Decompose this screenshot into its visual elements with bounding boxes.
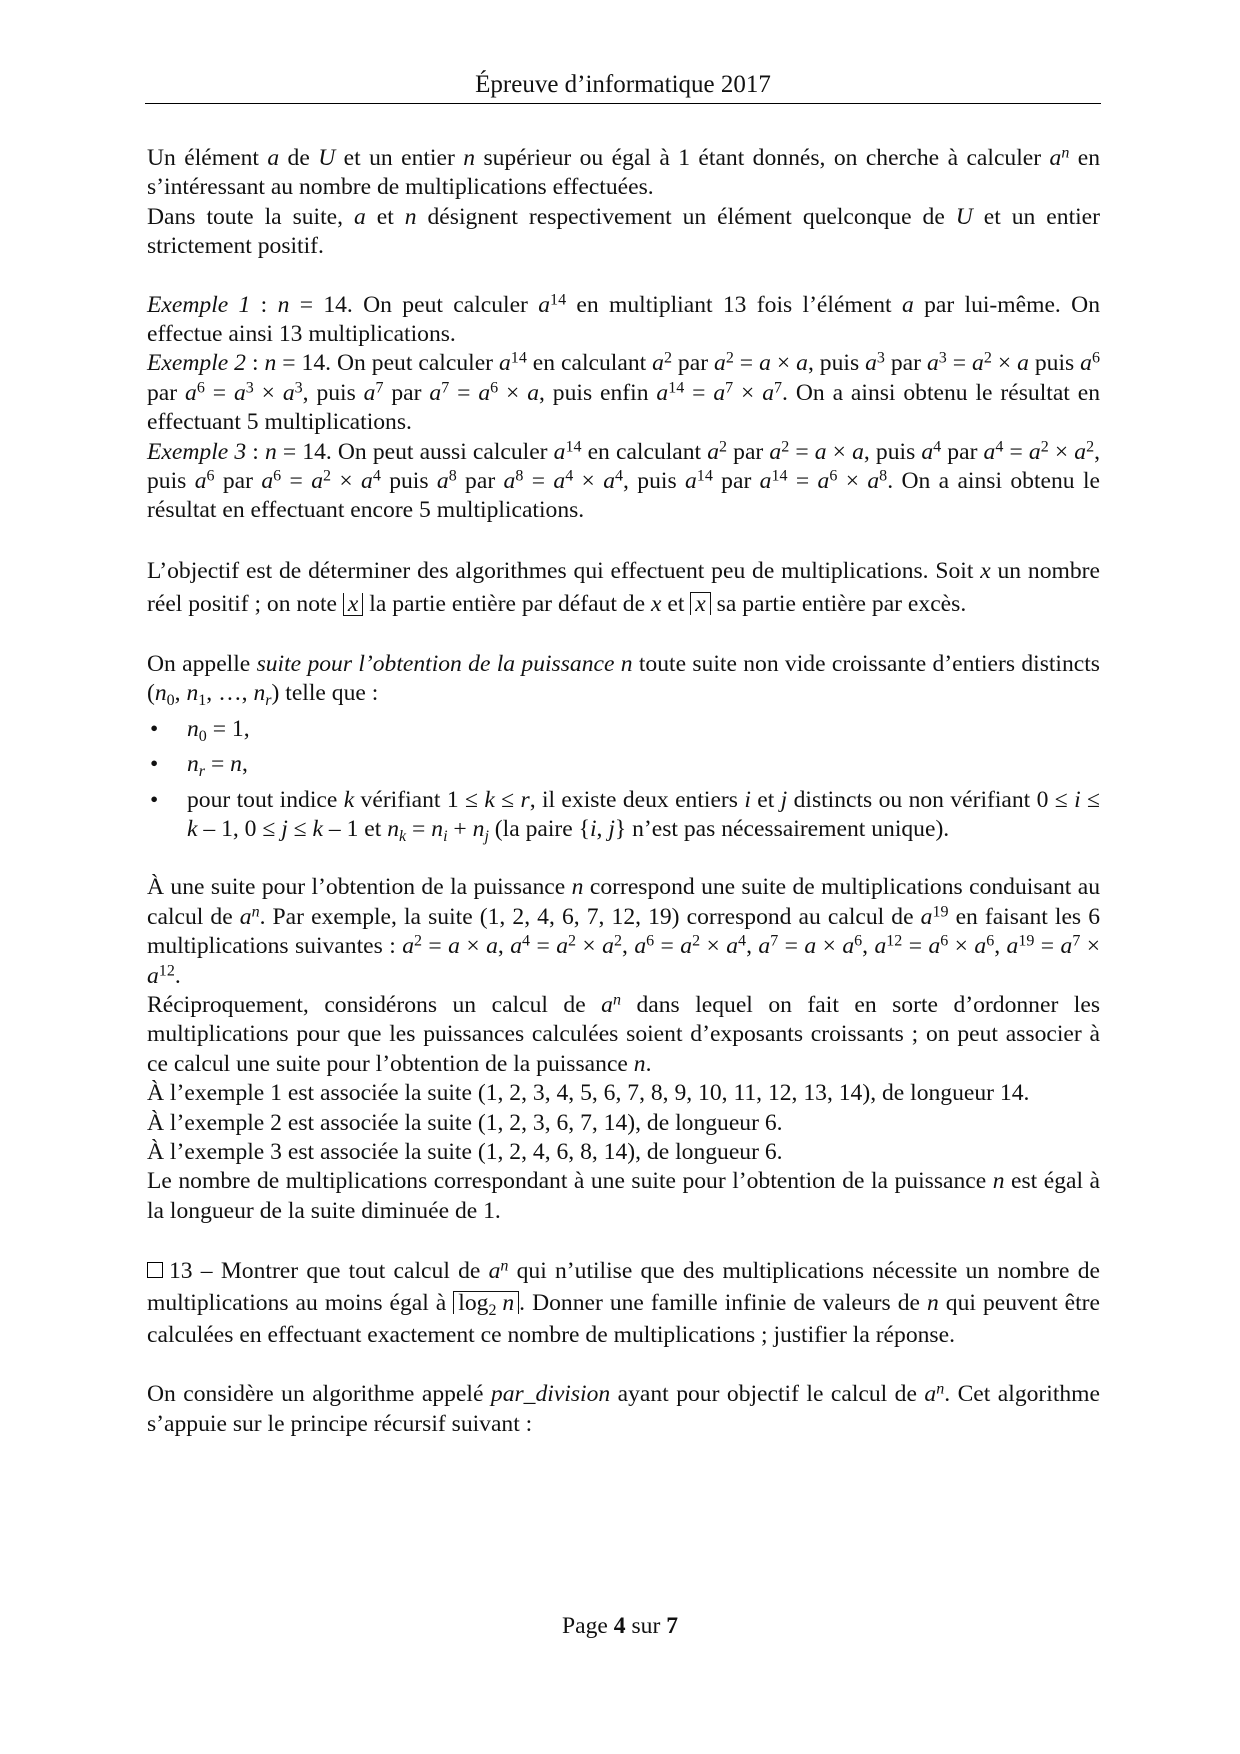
suite-definition-text: toute suite non vide croissante d’entiers distincts ($n_0$, $n_1$, …, $n_r$) telle que : <box>147 650 1100 710</box>
checkbox-icon <box>147 1262 163 1278</box>
objectif-paragraph: L’objectif est de déterminer des algorithmes qui effectuent peu de multiplications. Soit x un nombre réel positif ; on note x la partie entière par défaut de x et x sa partie entière par excès. <box>147 557 1100 617</box>
association-line-4: Le nombre de multiplications correspondant à une suite pour l’obtention de la puissance n est égal à la longueur de la suite diminuée de 1. <box>147 1168 1100 1224</box>
intro-paragraph-2: Dans toute la suite, a et n désignent respectivement un élément quelconque de U et un entier strictement positif. <box>147 203 1101 260</box>
example-2: Exemple 2 : n = 14. On peut calculer $a^{14}$ en calculant $a^2$ par $a^2 = a \times a$, puis $a^3$ par $a^3 = a^2 \times a$ puis $a^6$ par $a^6 = a^3 \times a^3$, puis $a^7$ par $a^7 = a^6 \times a$, puis enfin $a^{14} = a^7 \times a^7$. On a ainsi obtenu le résultat en effectuant 5 multiplications. <box>147 349 1101 436</box>
list-item: • $n_0 = 1$, <box>147 715 1100 744</box>
association-line-1: À l’exemple 1 est associée la suite (1, 2, 3, 4, 5, 6, 7, 8, 9, 10, 11, 12, 13, 14), de longueur 14. <box>147 1080 1030 1107</box>
page-footer: Page 4 sur 7 <box>562 1613 678 1639</box>
list-item: • pour tout indice k vérifiant 1 ≤ k ≤ r, il existe deux entiers i et j distincts ou non vérifiant 0 ≤ i ≤ k – 1, 0 ≤ j ≤ k – 1 et $n_k = n_i + n_j$ (la paire {i, j} n’est pas nécessairement unique). <box>147 786 1100 845</box>
correspondance-paragraph-1: À une suite pour l’obtention de la puissance n correspond une suite de multiplications conduisant au calcul de $a^n$. Par exemple, la suite (1, 2, 4, 6, 7, 12, 19) correspond au calcul de $a^{19}$ en faisant les 6 multiplications suivantes : $a^2 = a \times a$, $a^4 = a^2 \times a^2$, $a^6 = a^2 \times a^4$, $a^7 = a \times a^6$, $a^{12} = a^6 \times a^6$, $a^{19} = a^7 \times a^{12}$. <box>147 874 1101 989</box>
floor-x: x <box>343 593 363 616</box>
algorithm-text: ayant pour objectif le calcul de $a^n$. Cet algorithme s’appuie sur le principe récursif suivant : <box>147 1380 1101 1437</box>
algorithm-name: par_division <box>490 1381 611 1408</box>
algorithm-paragraph: On considère un algorithme appelé par_division ayant pour objectif le calcul de $a^n$. Cet algorithme s’appuie sur le principe récursif suivant : <box>147 1380 1101 1437</box>
question-number: 13 <box>169 1258 193 1285</box>
list-item: • $n_r = n$, <box>147 750 1100 779</box>
suite-term: suite pour l’obtention de la puissance n <box>256 650 633 677</box>
ceil-log: $\log_2 n$ <box>453 1291 519 1314</box>
header-rule <box>145 103 1101 104</box>
association-line-2: À l’exemple 2 est associée la suite (1, 2, 3, 6, 7, 14), de longueur 6. <box>147 1109 783 1136</box>
question-13 <box>147 1255 1100 1351</box>
intro-paragraph-1: Un élément a de U et un entier n supérieur ou égal à 1 étant donnés, on cherche à calculer $a^n$ en s’intéressant au nombre de multiplications effectuées. <box>147 144 1101 201</box>
page-content <box>147 144 1100 1439</box>
suite-definition: On appelle suite pour l’obtention de la puissance n toute suite non vide croissante d’entiers distincts ($n_0$, $n_1$, …, $n_r$) telle que : <box>147 650 1100 710</box>
example-1-text: : n = 14. On peut calculer $a^{14}$ en multipliant 13 fois l’élément a par lui-même. On effectue ainsi 13 multiplications. <box>147 290 1100 348</box>
suite-conditions-list <box>147 715 1100 845</box>
page-number: 4 <box>613 1613 626 1639</box>
example-3-text: : n = 14. On peut aussi calculer $a^{14}$ en calculant $a^2$ par $a^2 = a \times a$, puis $a^4$ par $a^4 = a^2 \times a^2$, puis $a^6$ par $a^6 = a^2 \times a^4$ puis $a^8$ par $a^8 = a^4 \times a^4$, puis $a^{14}$ par $a^{14} = a^6 \times a^8$. On a ainsi obtenu le résultat en effectuant encore 5 multiplications. <box>147 437 1100 524</box>
example-1: Exemple 1 : n = 14. On peut calculer $a^{14}$ en multipliant 13 fois l’élément a par lui-même. On effectue ainsi 13 multiplications. <box>147 290 1100 348</box>
question-text: – Montrer que tout calcul de $a^n$ qui n’utilise que des multiplications nécessite un nombre de multiplications au moins égal à $\log_2 n$ . Donner une famille infinie de valeurs de n qui peuvent être calculées en effectuant exactement ce nombre de multiplications ; justifier la réponse. <box>147 1257 1100 1349</box>
example-3: Exemple 3 : n = 14. On peut aussi calculer $a^{14}$ en calculant $a^2$ par $a^2 = a \times a$, puis $a^4$ par $a^4 = a^2 \times a^2$, puis $a^6$ par $a^6 = a^2 \times a^4$ puis $a^8$ par $a^8 = a^4 \times a^4$, puis $a^{14}$ par $a^{14} = a^6 \times a^8$. On a ainsi obtenu le résultat en effectuant encore 5 multiplications. <box>147 437 1100 524</box>
page-header: Épreuve d’informatique 2017 <box>475 71 771 98</box>
ceil-x: x <box>690 592 710 615</box>
page-total: 7 <box>666 1613 678 1639</box>
correspondance-paragraph-2: Réciproquement, considérons un calcul de $a^n$ dans lequel on fait en sorte d’ordonner les multiplications pour que les puissances calculées soient d’exposants croissants ; on peut associer à ce calcul une suite pour l’obtention de la puissance n. <box>147 991 1100 1077</box>
example-2-text: : n = 14. On peut calculer $a^{14}$ en calculant $a^2$ par $a^2 = a \times a$, puis $a^3$ par $a^3 = a^2 \times a$ puis $a^6$ par $a^6 = a^3 \times a^3$, puis $a^7$ par $a^7 = a^6 \times a$, puis enfin $a^{14} = a^7 \times a^7$. On a ainsi obtenu le résultat en effectuant 5 multiplications. <box>147 349 1101 436</box>
association-line-3: À l’exemple 3 est associée la suite (1, 2, 4, 6, 8, 14), de longueur 6. <box>147 1138 783 1165</box>
